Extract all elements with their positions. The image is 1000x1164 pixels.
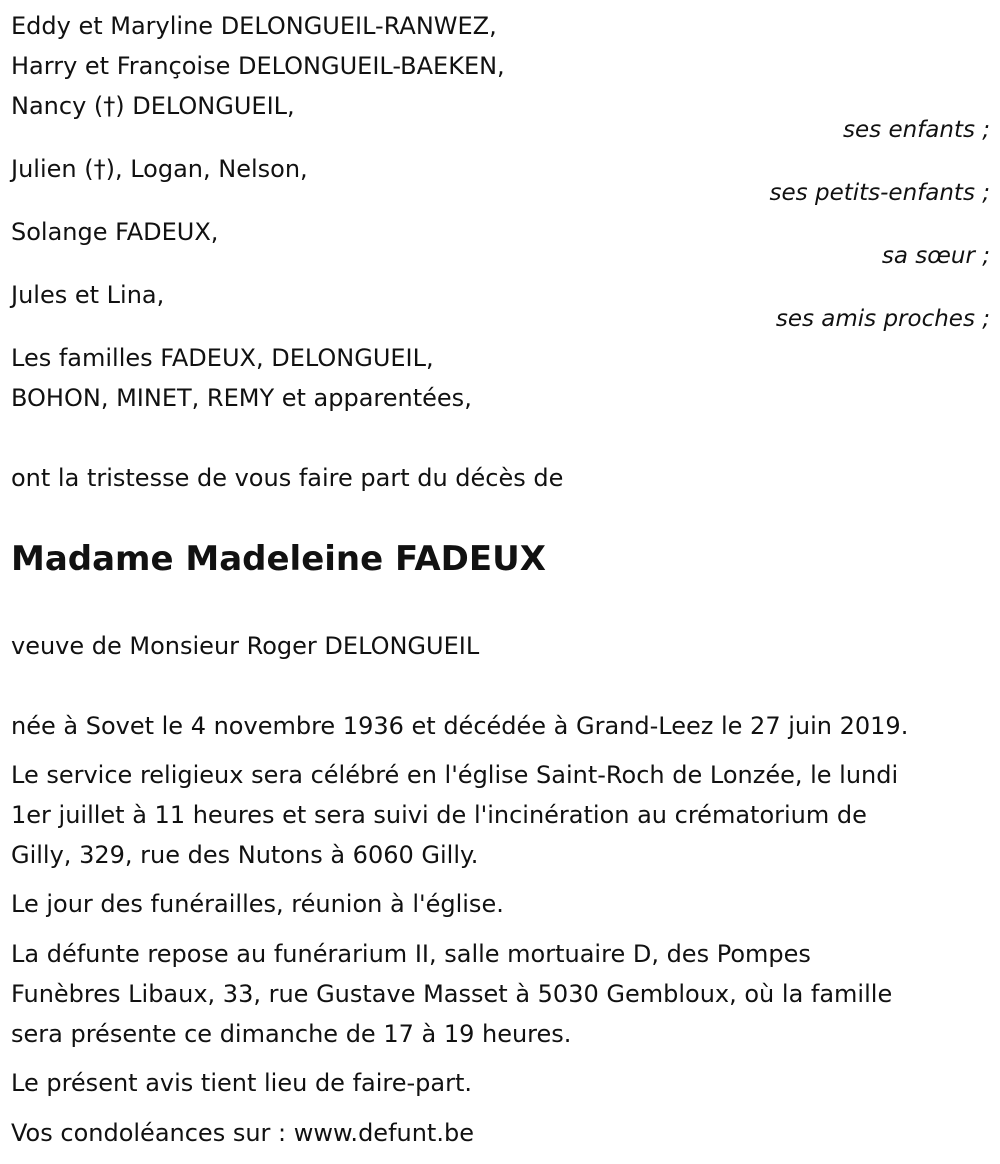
- service-line-2: 1er juillet à 11 heures et sera suivi de l'incinération au crématorium de: [11, 801, 867, 829]
- friends-line: Jules et Lina,: [11, 281, 165, 309]
- sister-line: Solange FADEUX,: [11, 218, 219, 246]
- children-line-1: Eddy et Maryline DELONGUEIL-RANWEZ,: [11, 12, 497, 40]
- service-line-1: Le service religieux sera célébré en l'église Saint-Roch de Lonzée, le lundi: [11, 761, 899, 789]
- families-line-2: BOHON, MINET, REMY et apparentées,: [11, 384, 472, 412]
- condolences-text: Vos condoléances sur : www.defunt.be: [11, 1119, 474, 1147]
- birth-death-text: née à Sovet le 4 novembre 1936 et décédée à Grand-Leez le 27 juin 2019.: [11, 712, 909, 740]
- friends-role: ses amis proches ;: [775, 306, 990, 332]
- sister-role: sa sœur ;: [881, 243, 990, 269]
- widow-of-text: veuve de Monsieur Roger DELONGUEIL: [11, 632, 480, 660]
- meeting-text: Le jour des funérailles, réunion à l'église.: [11, 890, 504, 918]
- repose-line-3: sera présente ce dimanche de 17 à 19 heures.: [11, 1020, 572, 1048]
- grandchildren-line: Julien (†), Logan, Nelson,: [11, 155, 308, 183]
- deceased-name: Madame Madeleine FADEUX: [11, 539, 546, 579]
- children-role: ses enfants ;: [843, 117, 990, 143]
- notice-text: Le présent avis tient lieu de faire-part.: [11, 1069, 473, 1097]
- children-line-3: Nancy (†) DELONGUEIL,: [11, 92, 295, 120]
- families-line-1: Les familles FADEUX, DELONGUEIL,: [11, 344, 434, 372]
- announcement-text: ont la tristesse de vous faire part du décès de: [11, 464, 564, 492]
- children-line-2: Harry et Françoise DELONGUEIL-BAEKEN,: [11, 52, 505, 80]
- service-line-3: Gilly, 329, rue des Nutons à 6060 Gilly.: [11, 841, 479, 869]
- repose-line-1: La défunte repose au funérarium II, salle mortuaire D, des Pompes: [11, 940, 811, 968]
- repose-line-2: Funèbres Libaux, 33, rue Gustave Masset à 5030 Gembloux, où la famille: [11, 980, 893, 1008]
- grandchildren-role: ses petits-enfants ;: [769, 180, 990, 206]
